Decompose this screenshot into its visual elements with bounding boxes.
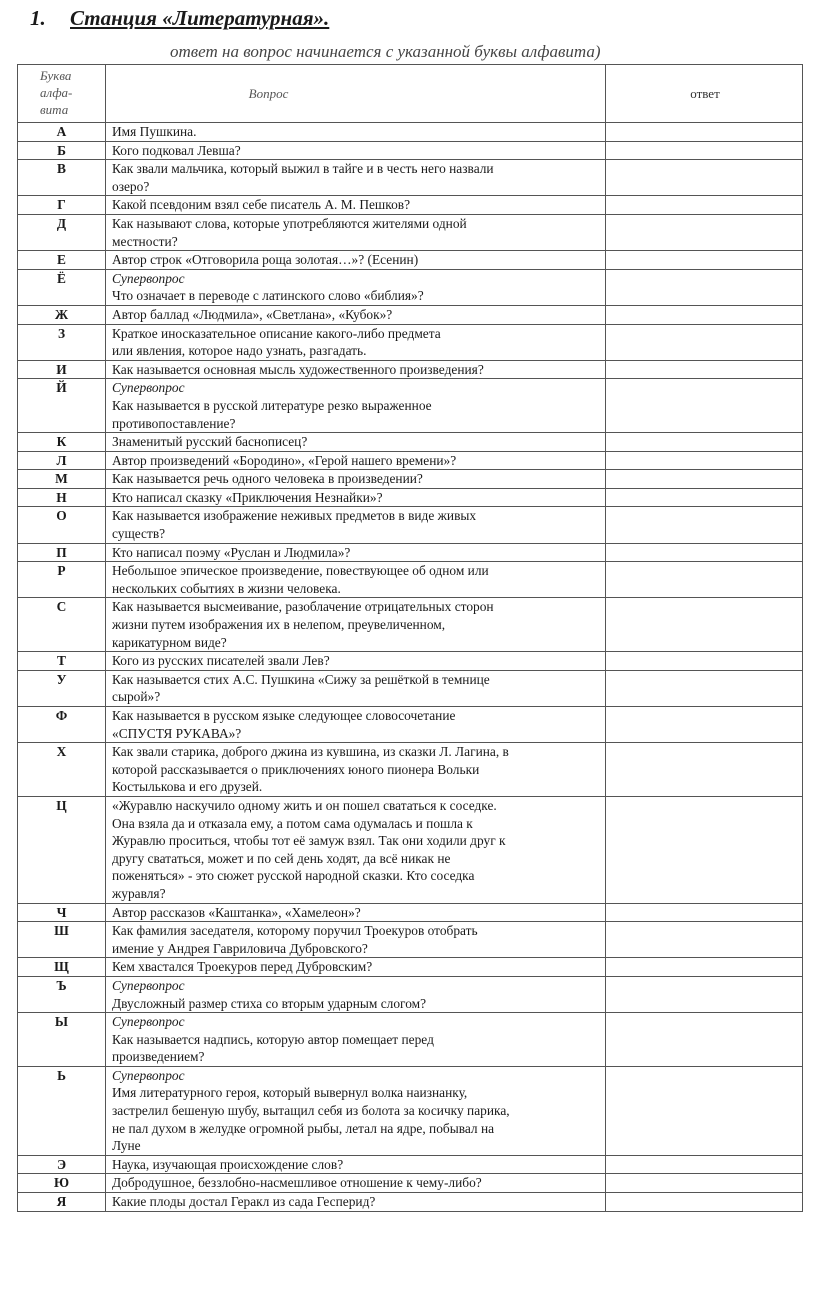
answer-cell[interactable] bbox=[606, 543, 803, 562]
row-question bbox=[106, 922, 606, 958]
question-line: Имя Пушкина. bbox=[112, 124, 197, 139]
row-letter: Ё bbox=[18, 269, 106, 305]
row-question bbox=[106, 562, 606, 598]
section-heading bbox=[30, 6, 329, 31]
question-line: жизни путем изображения их в нелепом, преувеличенном, bbox=[112, 617, 446, 633]
table-row bbox=[18, 903, 803, 922]
answer-cell[interactable] bbox=[606, 470, 803, 489]
question-line: Как звали старика, доброго джина из кувшина, из сказки Л. Лагина, в bbox=[112, 744, 509, 760]
table-row bbox=[18, 958, 803, 977]
question-line: журавля? bbox=[112, 885, 166, 901]
question-line: противопоставление? bbox=[112, 415, 236, 431]
question-line: местности? bbox=[112, 233, 178, 249]
table-row bbox=[18, 1193, 803, 1212]
row-question bbox=[106, 305, 606, 324]
answer-cell[interactable] bbox=[606, 507, 803, 543]
question-line: Автор рассказов «Каштанка», «Хамелеон»? bbox=[112, 904, 361, 920]
row-letter: Б bbox=[18, 141, 106, 160]
row-question bbox=[106, 652, 606, 671]
question-line: имение у Андрея Гавриловича Дубровского? bbox=[112, 940, 368, 956]
row-question bbox=[106, 796, 606, 903]
row-letter: Ц bbox=[18, 796, 106, 903]
question-line: Костылькова и его друзей. bbox=[112, 779, 263, 795]
supervopros-label: Супервопрос bbox=[112, 270, 185, 286]
row-letter: Д bbox=[18, 214, 106, 250]
answer-cell[interactable] bbox=[606, 1155, 803, 1174]
answer-cell[interactable] bbox=[606, 1066, 803, 1155]
question-line: Двусложный размер стиха со вторым ударным слогом? bbox=[112, 995, 427, 1011]
question-line: Как называется основная мысль художественного произведения? bbox=[112, 361, 484, 377]
row-letter: У bbox=[18, 670, 106, 706]
row-question bbox=[106, 269, 606, 305]
question-line: Журавлю проситься, чтобы тот её замуж взял. Так они ходили друг к bbox=[112, 833, 506, 849]
row-question bbox=[106, 379, 606, 433]
supervopros-label: Супервопрос bbox=[112, 1067, 185, 1083]
table-header-row bbox=[18, 65, 803, 123]
supervopros-label: Супервопрос bbox=[112, 380, 185, 396]
answer-cell[interactable] bbox=[606, 451, 803, 470]
header-question: Вопрос bbox=[106, 65, 606, 123]
table-row bbox=[18, 488, 803, 507]
row-letter: О bbox=[18, 507, 106, 543]
table-row bbox=[18, 433, 803, 452]
supervopros-label: Супервопрос bbox=[112, 1014, 185, 1030]
row-question bbox=[106, 507, 606, 543]
question-line: или явления, которое надо узнать, разгадать. bbox=[112, 343, 367, 359]
row-question bbox=[106, 1066, 606, 1155]
row-question bbox=[106, 324, 606, 360]
row-question bbox=[106, 958, 606, 977]
row-letter: П bbox=[18, 543, 106, 562]
table-row bbox=[18, 451, 803, 470]
row-question bbox=[106, 196, 606, 215]
question-line: Кого подковал Левша? bbox=[112, 142, 241, 158]
answer-cell[interactable] bbox=[606, 562, 803, 598]
answer-cell[interactable] bbox=[606, 214, 803, 250]
row-letter: Я bbox=[18, 1193, 106, 1212]
answer-cell[interactable] bbox=[606, 379, 803, 433]
row-question bbox=[106, 214, 606, 250]
answer-cell[interactable] bbox=[606, 670, 803, 706]
row-question bbox=[106, 598, 606, 652]
row-question bbox=[106, 1193, 606, 1212]
question-line: Как называется надпись, которую автор помещает перед bbox=[112, 1031, 434, 1047]
section-number: 1. bbox=[30, 6, 46, 30]
row-letter: Л bbox=[18, 451, 106, 470]
answer-cell[interactable] bbox=[606, 196, 803, 215]
row-question bbox=[106, 451, 606, 470]
question-line: Как называют слова, которые употребляются жителями одной bbox=[112, 215, 467, 231]
header-letter bbox=[18, 65, 106, 123]
question-line: нескольких событиях в жизни человека. bbox=[112, 580, 341, 596]
section-title: Станция «Литературная». bbox=[70, 6, 330, 30]
table-row bbox=[18, 652, 803, 671]
row-letter: Г bbox=[18, 196, 106, 215]
row-question bbox=[106, 1155, 606, 1174]
question-line: другу свататься, может и по сей день ходят, да всё никак не bbox=[112, 850, 451, 866]
question-line: Кто написал поэму «Руслан и Людмила»? bbox=[112, 544, 351, 560]
table-row bbox=[18, 305, 803, 324]
row-question bbox=[106, 670, 606, 706]
instruction-subtitle: ответ на вопрос начинается с указанной буквы алфавита) bbox=[170, 42, 601, 61]
question-line: Что означает в переводе с латинского слово «библия»? bbox=[112, 288, 424, 304]
row-letter: А bbox=[18, 123, 106, 142]
question-line: Автор баллад «Людмила», «Светлана», «Кубок»? bbox=[112, 306, 393, 322]
question-line: озеро? bbox=[112, 178, 150, 194]
question-line: Как называется в русском языке следующее словосочетание bbox=[112, 708, 456, 723]
supervopros-label: Супервопрос bbox=[112, 977, 185, 993]
row-letter: Р bbox=[18, 562, 106, 598]
table-row bbox=[18, 1155, 803, 1174]
question-line: Имя литературного героя, который вывернул волка наизнанку, bbox=[112, 1085, 468, 1101]
question-line: которой рассказывается о приключениях юного пионера Вольки bbox=[112, 761, 480, 777]
table-row bbox=[18, 470, 803, 489]
question-line: «Журавлю наскучило одному жить и он пошел свататься к соседке. bbox=[112, 797, 497, 813]
table-row bbox=[18, 160, 803, 196]
row-question bbox=[106, 488, 606, 507]
question-line: сырой»? bbox=[112, 689, 161, 705]
question-line: Как называется речь одного человека в произведении? bbox=[112, 471, 423, 487]
row-letter: Ъ bbox=[18, 976, 106, 1012]
table-row bbox=[18, 123, 803, 142]
row-letter: В bbox=[18, 160, 106, 196]
row-letter: Е bbox=[18, 251, 106, 270]
row-letter: Ж bbox=[18, 305, 106, 324]
question-line: произведением? bbox=[112, 1049, 205, 1065]
header-letter-line: алфа- bbox=[40, 85, 73, 100]
table-row bbox=[18, 214, 803, 250]
table-row bbox=[18, 507, 803, 543]
row-letter: Ю bbox=[18, 1174, 106, 1193]
question-line: Кем хвастался Троекуров перед Дубровским? bbox=[112, 959, 373, 975]
question-line: Какие плоды достал Геракл из сада Гесперид? bbox=[112, 1194, 376, 1210]
table-row bbox=[18, 976, 803, 1012]
row-question bbox=[106, 251, 606, 270]
row-question bbox=[106, 976, 606, 1012]
answer-cell[interactable] bbox=[606, 922, 803, 958]
question-line: Знаменитый русский баснописец? bbox=[112, 434, 308, 450]
row-question bbox=[106, 123, 606, 142]
question-line: застрелил бешеную шубу, вытащил себя из болота за косичку парика, bbox=[112, 1103, 510, 1119]
question-line: поженяться» - это сюжет русской народной сказки. Кто соседка bbox=[112, 868, 475, 884]
row-question bbox=[106, 743, 606, 797]
answer-cell[interactable] bbox=[606, 1013, 803, 1067]
row-question bbox=[106, 360, 606, 379]
row-question bbox=[106, 433, 606, 452]
row-letter: З bbox=[18, 324, 106, 360]
row-letter: Ы bbox=[18, 1013, 106, 1067]
row-letter: Т bbox=[18, 652, 106, 671]
question-line: Краткое иносказательное описание какого-либо предмета bbox=[112, 325, 441, 341]
row-letter: М bbox=[18, 470, 106, 489]
answer-cell[interactable] bbox=[606, 324, 803, 360]
header-letter-line: вита bbox=[40, 102, 69, 117]
question-line: карикатурном виде? bbox=[112, 634, 227, 650]
row-letter: Н bbox=[18, 488, 106, 507]
row-question bbox=[106, 707, 606, 743]
question-line: «СПУСТЯ РУКАВА»? bbox=[112, 725, 242, 741]
row-letter: И bbox=[18, 360, 106, 379]
answer-cell[interactable] bbox=[606, 269, 803, 305]
table-row bbox=[18, 324, 803, 360]
answer-cell[interactable] bbox=[606, 796, 803, 903]
question-line: Как звали мальчика, который выжил в тайге и в честь него назвали bbox=[112, 161, 494, 177]
answer-cell[interactable] bbox=[606, 1193, 803, 1212]
row-letter: Й bbox=[18, 379, 106, 433]
table-row bbox=[18, 670, 803, 706]
answer-cell[interactable] bbox=[606, 1174, 803, 1193]
answer-cell[interactable] bbox=[606, 123, 803, 142]
table-row bbox=[18, 1174, 803, 1193]
table-row bbox=[18, 598, 803, 652]
header-answer: ответ bbox=[606, 65, 803, 123]
row-question bbox=[106, 141, 606, 160]
answer-cell[interactable] bbox=[606, 598, 803, 652]
question-line: существ? bbox=[112, 526, 166, 542]
table-row bbox=[18, 922, 803, 958]
row-letter: Х bbox=[18, 743, 106, 797]
row-question bbox=[106, 160, 606, 196]
answer-cell[interactable] bbox=[606, 903, 803, 922]
answer-cell[interactable] bbox=[606, 141, 803, 160]
question-line: Наука, изучающая происхождение слов? bbox=[112, 1156, 344, 1172]
question-line: Кого из русских писателей звали Лев? bbox=[112, 653, 330, 669]
row-question bbox=[106, 470, 606, 489]
answer-cell[interactable] bbox=[606, 707, 803, 743]
table-row bbox=[18, 1013, 803, 1067]
row-letter: Э bbox=[18, 1155, 106, 1174]
row-letter: Ь bbox=[18, 1066, 106, 1155]
question-line: Автор строк «Отговорила роща золотая…»? (Есенин) bbox=[112, 252, 419, 268]
answer-cell[interactable] bbox=[606, 652, 803, 671]
question-line: Как фамилия заседателя, которому поручил Троекуров отобрать bbox=[112, 923, 478, 939]
row-letter: Ф bbox=[18, 707, 106, 743]
row-question bbox=[106, 903, 606, 922]
table-row bbox=[18, 707, 803, 743]
answer-cell[interactable] bbox=[606, 305, 803, 324]
answer-cell[interactable] bbox=[606, 251, 803, 270]
table-row bbox=[18, 796, 803, 903]
question-line: Как называется стих А.С. Пушкина «Сижу за решёткой в темнице bbox=[112, 671, 490, 687]
table-row bbox=[18, 251, 803, 270]
question-line: Луне bbox=[112, 1138, 141, 1154]
question-line: Она взяла да и отказала ему, а потом сама одумалась и пошла к bbox=[112, 815, 473, 831]
question-line: Как называется изображение неживых предметов в виде живых bbox=[112, 508, 477, 524]
quiz-table bbox=[17, 64, 803, 1212]
answer-cell[interactable] bbox=[606, 488, 803, 507]
question-line: Какой псевдоним взял себе писатель А. М. Пешков? bbox=[112, 197, 411, 213]
answer-cell[interactable] bbox=[606, 743, 803, 797]
question-line: Кто написал сказку «Приключения Незнайки»? bbox=[112, 489, 383, 505]
row-question bbox=[106, 1013, 606, 1067]
answer-cell[interactable] bbox=[606, 958, 803, 977]
answer-cell[interactable] bbox=[606, 433, 803, 452]
row-question bbox=[106, 1174, 606, 1193]
question-line: Автор произведений «Бородино», «Герой нашего времени»? bbox=[112, 452, 457, 468]
header-letter-line: Буква bbox=[40, 68, 72, 83]
question-line: не пал духом в желудке огромной рыбы, летал на ядре, побывал на bbox=[112, 1120, 495, 1136]
table-row bbox=[18, 196, 803, 215]
table-row bbox=[18, 360, 803, 379]
question-line: Небольшое эпическое произведение, повествующее об одном или bbox=[112, 563, 489, 579]
answer-cell[interactable] bbox=[606, 160, 803, 196]
table-row bbox=[18, 543, 803, 562]
answer-cell[interactable] bbox=[606, 976, 803, 1012]
row-letter: Щ bbox=[18, 958, 106, 977]
table-row bbox=[18, 1066, 803, 1155]
table-row bbox=[18, 141, 803, 160]
question-line: Как называется высмеивание, разоблачение отрицательных сторон bbox=[112, 599, 494, 615]
table-row bbox=[18, 562, 803, 598]
row-letter: С bbox=[18, 598, 106, 652]
row-letter: К bbox=[18, 433, 106, 452]
table-row bbox=[18, 743, 803, 797]
row-question bbox=[106, 543, 606, 562]
table-row bbox=[18, 269, 803, 305]
row-letter: Ш bbox=[18, 922, 106, 958]
table-row bbox=[18, 379, 803, 433]
row-letter: Ч bbox=[18, 903, 106, 922]
question-line: Как называется в русской литературе резко выраженное bbox=[112, 397, 432, 413]
answer-cell[interactable] bbox=[606, 360, 803, 379]
question-line: Добродушное, беззлобно-насмешливое отношение к чему-либо? bbox=[112, 1175, 482, 1191]
